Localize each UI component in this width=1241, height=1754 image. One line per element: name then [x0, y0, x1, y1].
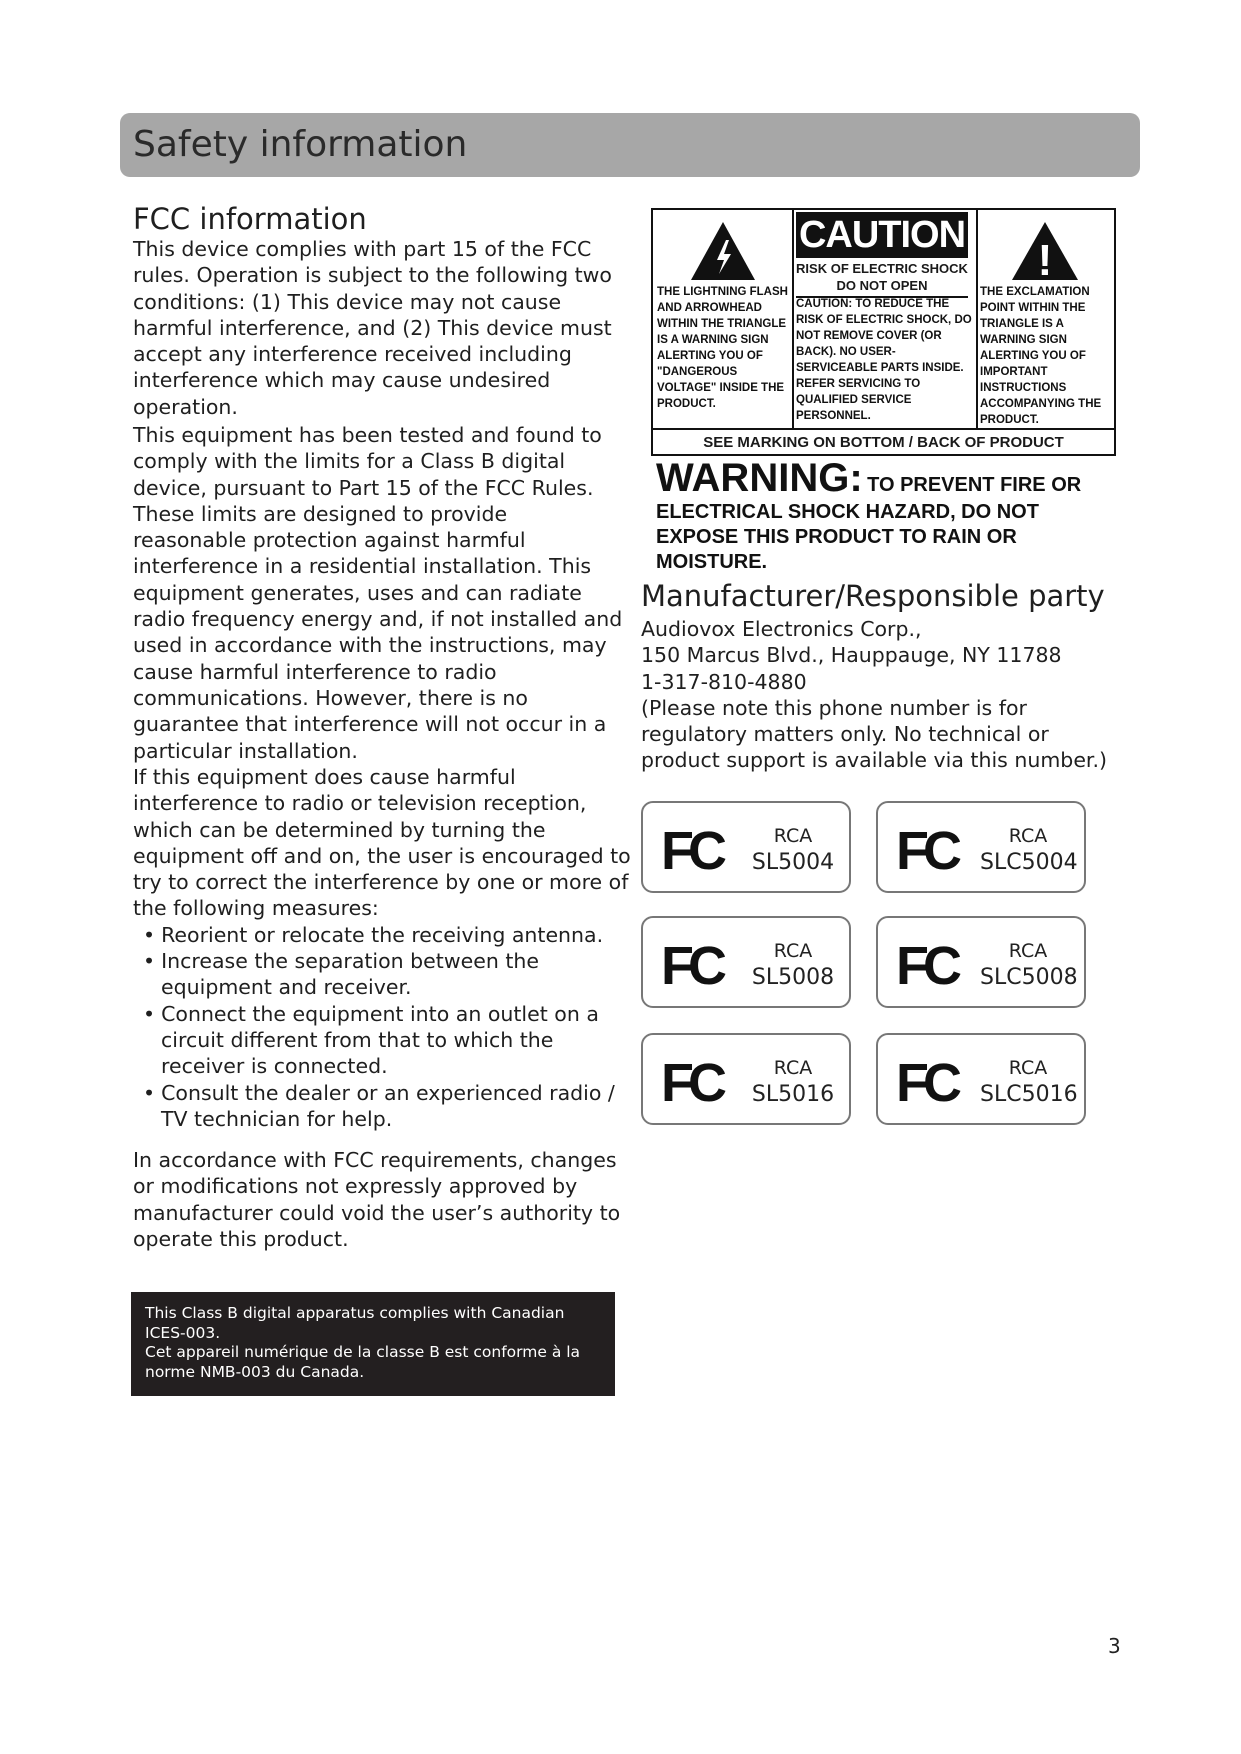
fcc-logo-icon [896, 936, 968, 990]
warning-label: WARNING: [656, 456, 863, 500]
fcc-paragraph-1 [133, 236, 623, 420]
page-number: 3 [1108, 1634, 1121, 1658]
fcc-logo-card [641, 801, 851, 893]
svg-text:FC: FC [896, 936, 956, 990]
caution-middle-text: CAUTION: TO REDUCE THE RISK OF ELECTRIC SHOCK, DO NOT REMOVE COVER (OR BACK). NO USER-SERVICEABLE PARTS INSIDE. REFER SERVICING TO QUALIFIED SERVICE PERSONNEL. [796, 298, 972, 422]
fcc-logo-card [641, 916, 851, 1008]
fcc-card-brand: RCA [773, 825, 813, 847]
svg-text:FC: FC [661, 1053, 721, 1107]
fcc-logo-card [876, 1033, 1086, 1125]
fcc-card-brand: RCA [1008, 825, 1048, 847]
canada-text-fr: Cet appareil numérique de la classe B est conforme à la norme NMB-003 du Canada. [145, 1343, 581, 1381]
fcc-paragraph-3 [133, 764, 633, 1132]
lightning-warning-icon [689, 220, 757, 282]
fcc-logo-card [876, 801, 1086, 893]
fcc-card-brand: RCA [1008, 1057, 1048, 1079]
fcc-logo-card [641, 1033, 851, 1125]
fcc-logo-icon [896, 821, 968, 875]
manufacturer-details [641, 616, 1111, 774]
manufacturer-company: Audiovox Electronics Corp., [641, 617, 922, 641]
fcc-card-model: SLC5008 [980, 965, 1078, 990]
fcc-card-model: SL5016 [751, 1082, 835, 1107]
list-item: • Increase the separation between the equipment and receiver. [133, 948, 633, 1001]
fcc-class-b-text: This equipment has been tested and found to comply with the limits for a Class B digital device, pursuant to Part 15 of the FCC Rules. These limits are designed to provide reasonable protection against harmful interference in a residential installation. This equipment generates, uses and can radiate radio frequency energy and, if not installed and used in accordance with the instructions, may cause harmful interference to radio communications. However, there is no guarantee that interference will not occur in a particular installation. [133, 423, 623, 763]
fcc-logo-icon [896, 1053, 968, 1107]
fcc-conditions-text: This device complies with part 15 of the FCC rules. Operation is subject to the following two conditions: (1) This device may not cause harmful interference, and (2) This device must accept any interference received including interference which may cause undesired operation. [133, 237, 612, 419]
fcc-paragraph-2 [133, 422, 623, 764]
manufacturer-heading: Manufacturer/Responsible party [641, 579, 1105, 613]
fcc-heading: FCC information [133, 202, 367, 236]
list-item: • Consult the dealer or an experienced radio / TV technician for help. [133, 1080, 633, 1133]
canada-compliance-box [131, 1292, 615, 1396]
svg-text:FC: FC [661, 936, 721, 990]
manufacturer-note: (Please note this phone number is for regulatory matters only. No technical or product support is available via this number.) [641, 695, 1107, 773]
warning-line-2: ELECTRICAL SHOCK HAZARD, DO NOT EXPOSE THIS PRODUCT TO RAIN OR MOISTURE. [656, 501, 1039, 573]
fcc-card-brand: RCA [773, 940, 813, 962]
svg-text:FC: FC [896, 821, 956, 875]
fcc-card-model: SLC5016 [980, 1082, 1078, 1107]
svg-text:FC: FC [896, 1053, 956, 1107]
caution-left-text: THE LIGHTNING FLASH AND ARROWHEAD WITHIN THE TRIANGLE IS A WARNING SIGN ALERTING YOU OF "DANGEROUS VOLTAGE" INSIDE THE PRODUCT. [657, 286, 788, 410]
page-title: Safety information [133, 124, 468, 165]
warning-line-1: TO PREVENT FIRE OR [867, 474, 1082, 496]
fcc-paragraph-4 [133, 1147, 623, 1252]
exclamation-warning-icon [1010, 220, 1080, 282]
caution-left-panel [653, 210, 794, 428]
caution-risk-text: RISK OF ELECTRIC SHOCK DO NOT OPEN [796, 260, 968, 298]
fcc-logo-icon [661, 936, 733, 990]
list-item: • Connect the equipment into an outlet on a circuit different from that to which the receiver is connected. [133, 1001, 633, 1080]
fcc-card-brand: RCA [773, 1057, 813, 1079]
fcc-logo-icon [661, 1053, 733, 1107]
fcc-card-model: SLC5004 [980, 850, 1078, 875]
list-item: • Reorient or relocate the receiving antenna. [133, 922, 633, 948]
fcc-card-brand: RCA [1008, 940, 1048, 962]
fcc-modifications-text: In accordance with FCC requirements, changes or modifications not expressly approved by manufacturer could void the user’s authority to operate this product. [133, 1148, 621, 1251]
fcc-logo-icon [661, 821, 733, 875]
fcc-logo-card [876, 916, 1086, 1008]
caution-right-text: THE EXCLAMATION POINT WITHIN THE TRIANGLE IS A WARNING SIGN ALERTING YOU OF IMPORTANT INSTRUCTIONS ACCOMPANYING THE PRODUCT. [980, 286, 1102, 426]
canada-text-en: This Class B digital apparatus complies with Canadian ICES-003. [145, 1304, 565, 1342]
caution-right-panel [976, 210, 1114, 428]
fcc-card-model: SL5004 [751, 850, 835, 875]
manufacturer-phone: 1-317-810-4880 [641, 669, 807, 694]
exclamation-glyph: ! [1037, 236, 1053, 282]
fcc-card-model: SL5008 [751, 965, 835, 990]
fcc-measures-intro: If this equipment does cause harmful interference to radio or television reception, which can be determined by turning the equipment off and on, the user is encouraged to try to correct the interference by one or more of the following measures: [133, 765, 631, 921]
measures-list [133, 922, 633, 1132]
caution-bottom-text: SEE MARKING ON BOTTOM / BACK OF PRODUCT [653, 428, 1114, 456]
caution-middle-panel [792, 210, 978, 428]
warning-block [656, 456, 1126, 575]
caution-label [651, 208, 1116, 456]
manufacturer-address: 150 Marcus Blvd., Hauppauge, NY 11788 [641, 643, 1062, 668]
svg-text:FC: FC [661, 821, 721, 875]
caution-title: CAUTION [796, 212, 968, 258]
